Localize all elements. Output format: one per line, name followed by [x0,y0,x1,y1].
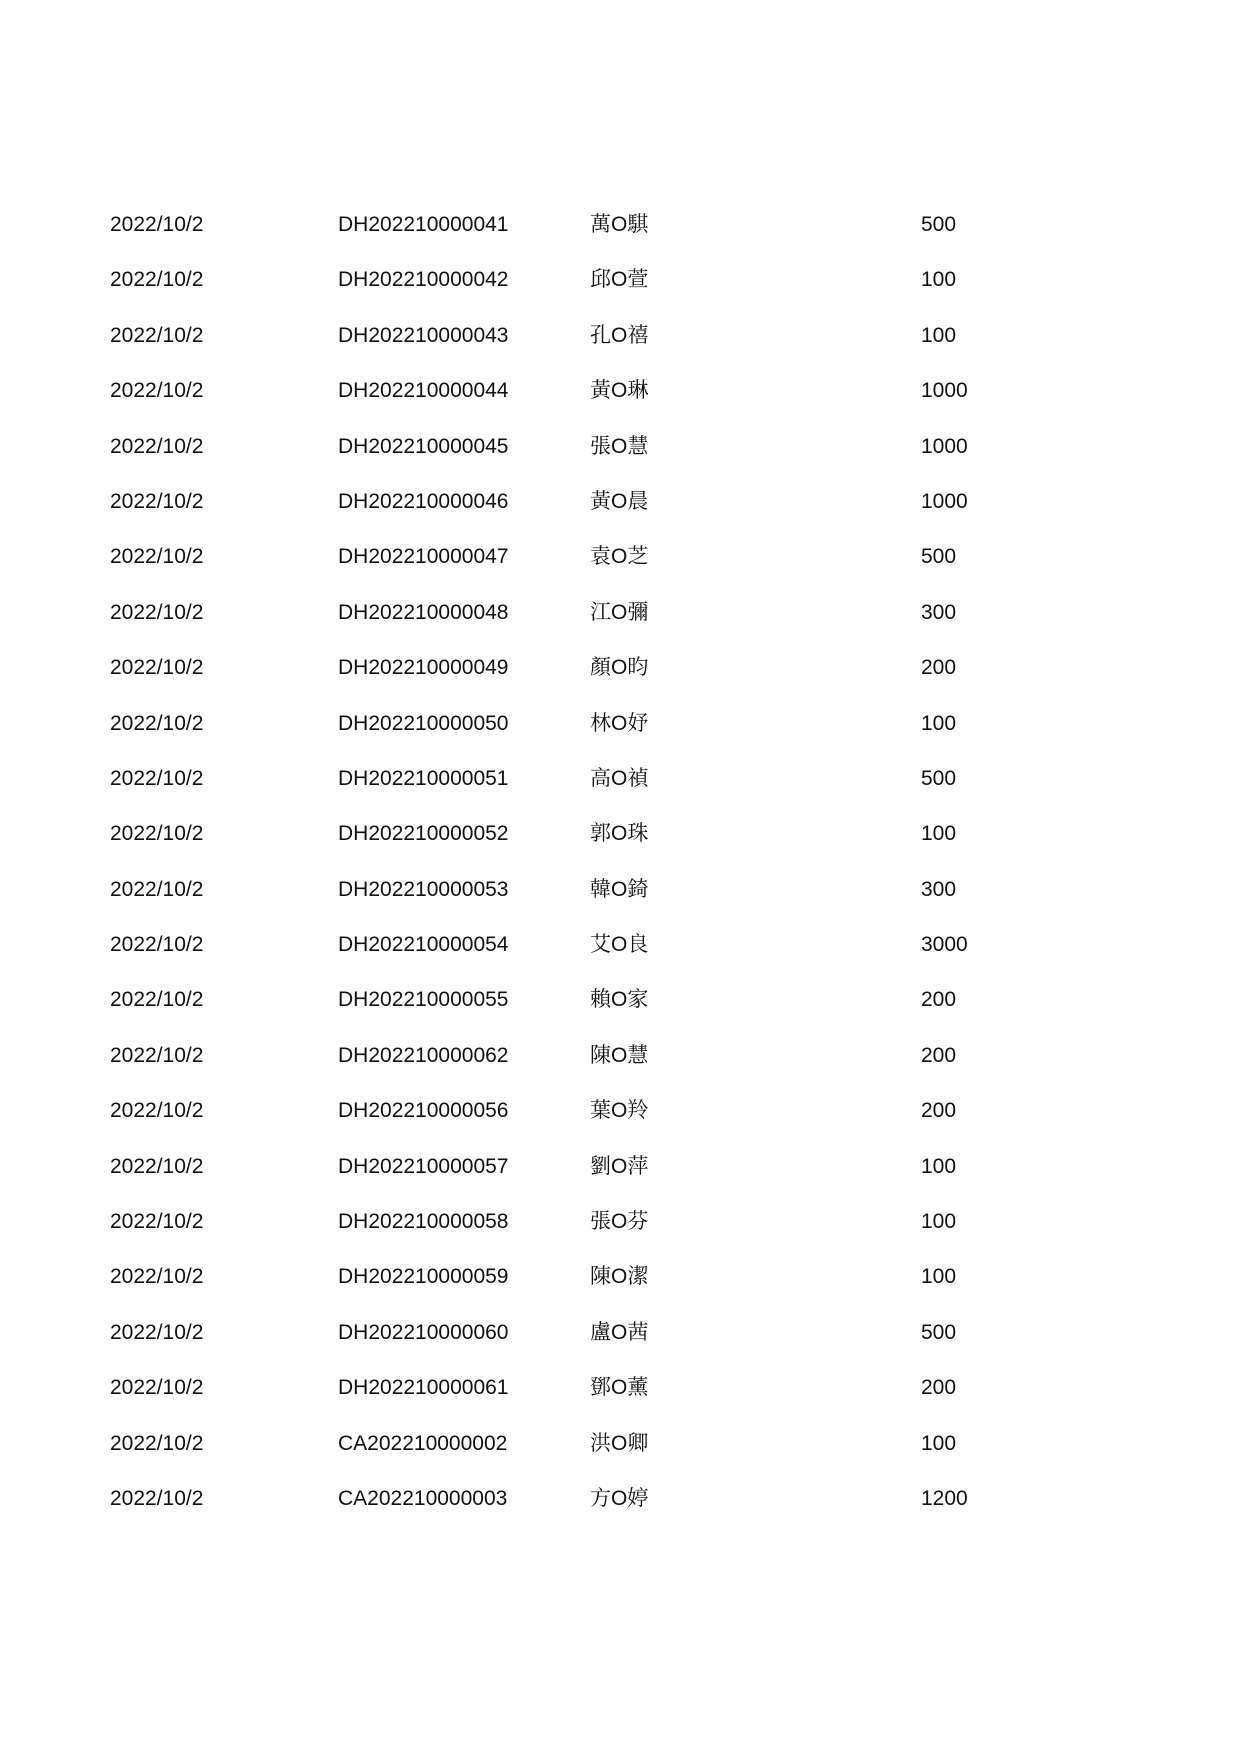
record-date: 2022/10/2 [110,766,204,790]
record-id: DH202210000041 [338,213,509,236]
table-row [0,434,1240,489]
record-date: 2022/10/2 [110,434,204,458]
record-amount: 1000 [921,434,968,458]
record-date: 2022/10/2 [110,1431,204,1455]
record-date: 2022/10/2 [110,1043,204,1067]
record-name: 萬O騏 [590,213,649,236]
record-id: CA202210000002 [338,1431,508,1455]
table-row [0,987,1240,1042]
record-name: 江O彌 [590,600,649,624]
record-name: 韓O錡 [590,877,649,901]
record-date: 2022/10/2 [110,1376,204,1400]
table-row [0,544,1240,599]
record-date: 2022/10/2 [110,1320,204,1344]
table-row [0,877,1240,932]
record-amount: 3000 [921,933,968,957]
record-id: CA202210000003 [338,1486,508,1510]
record-name: 張O芬 [590,1210,649,1234]
record-amount: 200 [921,1376,957,1400]
record-date: 2022/10/2 [110,323,204,347]
record-id: DH202210000052 [338,822,509,846]
table-row [0,1486,1240,1541]
record-date: 2022/10/2 [110,545,204,569]
record-amount: 500 [921,545,957,569]
table-row [0,489,1240,544]
record-date: 2022/10/2 [110,656,204,680]
record-id: DH202210000044 [338,379,509,403]
table-row [0,378,1240,433]
record-name: 張O慧 [590,434,649,458]
record-id: DH202210000042 [338,268,509,292]
record-date: 2022/10/2 [110,600,204,624]
record-date: 2022/10/2 [110,379,204,403]
record-date: 2022/10/2 [110,1486,204,1510]
record-id: DH202210000057 [338,1154,509,1178]
table-row [0,600,1240,655]
record-amount: 300 [921,600,957,624]
table-row [0,267,1240,322]
record-id: DH202210000053 [338,877,509,901]
record-amount: 300 [921,877,957,901]
table-row [0,711,1240,766]
record-name: 劉O萍 [590,1154,649,1178]
record-id: DH202210000062 [338,1043,509,1067]
record-id: DH202210000061 [338,1376,509,1400]
record-id: DH202210000054 [338,933,509,957]
table-row [0,1043,1240,1098]
table-row [0,821,1240,876]
record-amount: 100 [921,822,957,846]
table-row [0,1264,1240,1319]
record-name: 盧O茜 [590,1320,649,1344]
record-id: DH202210000060 [338,1320,509,1344]
record-id: DH202210000049 [338,656,509,680]
record-name: 林O妤 [590,711,649,735]
record-amount: 1000 [921,379,968,403]
record-date: 2022/10/2 [110,1099,204,1123]
record-date: 2022/10/2 [110,1210,204,1234]
record-amount: 200 [921,1099,957,1123]
record-amount: 100 [921,711,957,735]
record-amount: 500 [921,766,957,790]
record-amount: 100 [921,1431,957,1455]
donation-ledger [0,212,1240,1541]
record-id: DH202210000047 [338,545,509,569]
record-date: 2022/10/2 [110,489,204,513]
table-row [0,323,1240,378]
record-date: 2022/10/2 [110,1265,204,1289]
record-date: 2022/10/2 [110,213,204,236]
table-row [0,1375,1240,1430]
record-amount: 200 [921,1043,957,1067]
record-name: 黃O琳 [590,379,649,403]
record-id: DH202210000048 [338,600,509,624]
record-name: 陳O慧 [590,1043,649,1067]
table-row [0,932,1240,987]
record-id: DH202210000046 [338,489,509,513]
record-date: 2022/10/2 [110,711,204,735]
record-amount: 1200 [921,1486,968,1510]
table-row [0,1320,1240,1375]
record-amount: 100 [921,1210,957,1234]
record-amount: 1000 [921,489,968,513]
table-row [0,766,1240,821]
record-name: 洪O卿 [590,1431,649,1455]
record-name: 邱O萱 [590,268,649,292]
record-date: 2022/10/2 [110,877,204,901]
record-amount: 100 [921,268,957,292]
record-id: DH202210000051 [338,766,509,790]
table-row [0,1154,1240,1209]
record-amount: 100 [921,323,957,347]
record-name: 孔O禧 [590,323,649,347]
record-id: DH202210000059 [338,1265,509,1289]
record-date: 2022/10/2 [110,933,204,957]
record-id: DH202210000045 [338,434,509,458]
record-name: 方O婷 [590,1486,649,1510]
record-date: 2022/10/2 [110,988,204,1012]
record-name: 袁O芝 [590,545,649,569]
record-date: 2022/10/2 [110,1154,204,1178]
record-name: 郭O珠 [590,822,649,846]
record-amount: 500 [921,1320,957,1344]
record-id: DH202210000050 [338,711,509,735]
record-name: 黃O晨 [590,489,649,513]
record-amount: 100 [921,1265,957,1289]
table-row [0,1098,1240,1153]
record-name: 顏O昀 [590,656,649,680]
record-id: DH202210000055 [338,988,509,1012]
record-amount: 100 [921,1154,957,1178]
record-id: DH202210000058 [338,1210,509,1234]
record-id: DH202210000043 [338,323,509,347]
table-row [0,655,1240,710]
record-name: 陳O潔 [590,1265,649,1289]
record-amount: 200 [921,656,957,680]
record-name: 賴O家 [590,988,649,1012]
table-row [0,1209,1240,1264]
record-id: DH202210000056 [338,1099,509,1123]
record-name: 鄧O薰 [590,1376,649,1400]
record-amount: 500 [921,213,957,236]
record-date: 2022/10/2 [110,822,204,846]
record-name: 艾O良 [590,933,649,957]
record-name: 葉O羚 [590,1099,649,1123]
record-name: 高O禎 [590,766,649,790]
table-row [0,212,1240,267]
record-amount: 200 [921,988,957,1012]
record-date: 2022/10/2 [110,268,204,292]
table-row [0,1431,1240,1486]
